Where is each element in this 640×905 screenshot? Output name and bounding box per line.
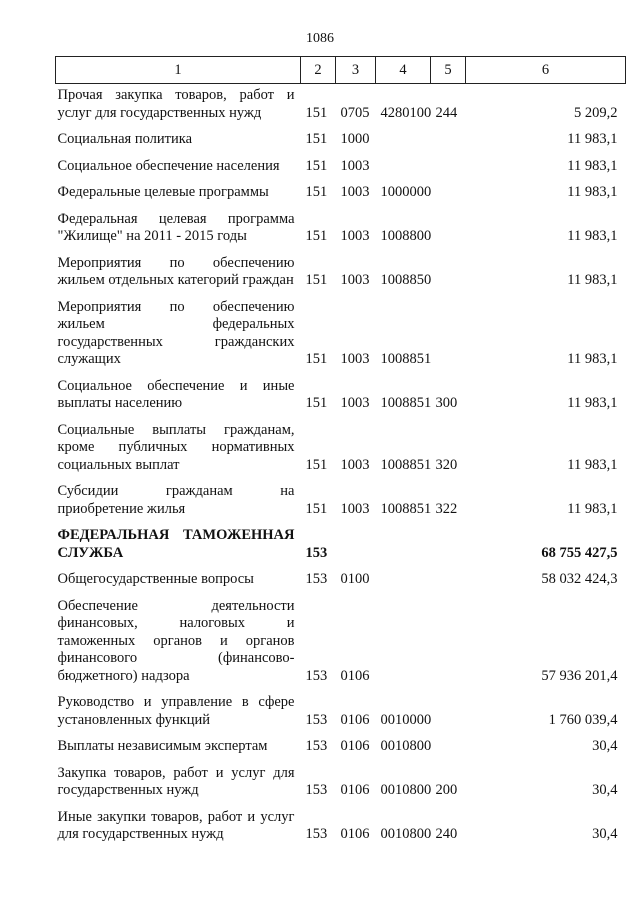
row-section-cell: 0705: [340, 104, 370, 121]
row-section-cell: [336, 521, 376, 565]
row-article-cell: 1008800: [380, 228, 432, 244]
table-row: [56, 565, 626, 592]
row-code-cell: 153: [305, 826, 328, 842]
row-expense-type-cell: [431, 732, 466, 759]
row-expense-type-cell: [431, 521, 466, 565]
row-expense-type-cell: 322: [435, 500, 458, 517]
row-article-cell: [376, 565, 431, 592]
page-number: 1086: [306, 31, 334, 46]
row-code-cell: 153: [305, 571, 328, 587]
row-code-cell: 153: [305, 738, 328, 754]
row-article-cell: [376, 125, 431, 152]
table-row: [56, 84, 626, 126]
row-amount-cell: 68 755 427,5: [541, 544, 618, 561]
row-amount-cell: 11 983,1: [567, 228, 618, 244]
row-expense-type-cell: [431, 249, 466, 293]
budget-table: [55, 56, 626, 847]
row-code-cell: 151: [305, 351, 328, 367]
row-section-cell: 1003: [340, 272, 370, 288]
row-section-cell: 1003: [340, 351, 370, 367]
row-section-cell: 1003: [340, 228, 370, 244]
row-code-cell: 151: [305, 500, 328, 517]
header-col-2: 2: [301, 57, 336, 84]
row-article-cell: 4280100: [380, 104, 432, 121]
row-section-cell: 0106: [340, 782, 370, 798]
table-row: [56, 125, 626, 152]
row-article-cell: [376, 521, 431, 565]
table-row: [56, 372, 626, 416]
row-code-cell: 153: [305, 782, 328, 798]
row-amount-cell: 57 936 201,4: [541, 667, 618, 684]
table-row: [56, 205, 626, 249]
row-code-cell: 151: [305, 456, 328, 473]
row-code-cell: 151: [305, 184, 328, 200]
row-code-cell: 151: [305, 157, 328, 174]
row-article-cell: 1008851: [380, 456, 432, 473]
row-amount-cell: 1 760 039,4: [548, 711, 618, 728]
table-row: [56, 592, 626, 689]
row-expense-type-cell: [431, 178, 466, 205]
row-amount-cell: 11 983,1: [567, 456, 618, 473]
header-col-5: 5: [431, 57, 466, 84]
row-article-cell: 0010800: [380, 782, 432, 798]
table-row: [56, 803, 626, 847]
row-section-cell: 1003: [340, 157, 370, 174]
row-name-cell: Субсидии гражданам на приобретение жилья: [57, 483, 295, 517]
table-row: [56, 521, 626, 565]
row-name-cell: Социальное обеспечение и иные выплаты населению: [57, 377, 295, 411]
header-col-1: 1: [56, 57, 301, 84]
row-amount-cell: 58 032 424,3: [541, 571, 618, 587]
row-section-cell: 1003: [340, 500, 370, 517]
row-article-cell: 0010800: [380, 738, 432, 754]
table-row: [56, 293, 626, 372]
row-article-cell: 1008851: [380, 351, 432, 367]
row-expense-type-cell: 300: [435, 395, 458, 411]
table-row: [56, 416, 626, 478]
row-expense-type-cell: 240: [435, 826, 458, 842]
row-amount-cell: 30,4: [592, 738, 618, 754]
row-expense-type-cell: [431, 688, 466, 732]
row-section-cell: 1003: [340, 395, 370, 411]
header-col-4: 4: [376, 57, 431, 84]
row-article-cell: 1000000: [380, 184, 432, 200]
table-row: [56, 477, 626, 521]
table-row: [56, 688, 626, 732]
row-amount-cell: 11 983,1: [567, 184, 618, 200]
row-section-cell: 0106: [340, 667, 370, 684]
row-section-cell: 0106: [340, 826, 370, 842]
row-article-cell: 1008851: [380, 395, 432, 411]
row-name-cell: Социальная политика: [57, 131, 193, 147]
row-name-cell: Общегосударственные вопросы: [57, 571, 254, 587]
header-col-6: 6: [466, 57, 626, 84]
row-code-cell: 151: [305, 131, 328, 147]
row-expense-type-cell: [431, 125, 466, 152]
table-row: [56, 249, 626, 293]
row-section-cell: 1003: [340, 456, 370, 473]
row-article-cell: 1008850: [380, 272, 432, 288]
row-name-cell: ФЕДЕРАЛЬНАЯ ТАМОЖЕННАЯ СЛУЖБА: [57, 527, 295, 561]
row-article-cell: 1008851: [380, 500, 432, 517]
row-code-cell: 151: [305, 395, 328, 411]
row-expense-type-cell: [431, 592, 466, 689]
table-row: [56, 178, 626, 205]
row-name-cell: Социальное обеспечение населения: [57, 157, 280, 174]
table-row: [56, 152, 626, 179]
row-name-cell: Прочая закупка товаров, работ и услуг для государственных нужд: [57, 87, 295, 121]
row-expense-type-cell: [431, 565, 466, 592]
row-name-cell: Федеральная целевая программа "Жилище" на 2011 - 2015 годы: [57, 210, 295, 244]
row-code-cell: 151: [305, 104, 328, 121]
row-code-cell: 153: [305, 667, 328, 684]
row-amount-cell: 11 983,1: [567, 272, 618, 288]
row-article-cell: [376, 592, 431, 689]
row-amount-cell: 11 983,1: [567, 395, 618, 411]
table-row: [56, 759, 626, 803]
row-section-cell: 0106: [340, 738, 370, 754]
row-expense-type-cell: [431, 152, 466, 179]
table-row: [56, 732, 626, 759]
row-amount-cell: 11 983,1: [567, 157, 618, 174]
header-row: [56, 57, 626, 84]
row-name-cell: Закупка товаров, работ и услуг для государственных нужд: [57, 764, 295, 798]
row-article-cell: [376, 152, 431, 179]
row-section-cell: 0100: [340, 571, 370, 587]
row-code-cell: 153: [305, 544, 328, 561]
row-name-cell: Иные закупки товаров, работ и услуг для государственных нужд: [57, 808, 295, 842]
row-code-cell: 153: [305, 711, 328, 728]
row-code-cell: 151: [305, 228, 328, 244]
row-name-cell: Руководство и управление в сфере установленных функций: [57, 694, 295, 728]
row-code-cell: 151: [305, 272, 328, 288]
row-name-cell: Обеспечение деятельности финансовых, налоговых и таможенных органов и органов финансового (финансово-бюджетного) надзора: [57, 597, 295, 684]
row-expense-type-cell: [431, 205, 466, 249]
row-amount-cell: 11 983,1: [567, 500, 618, 517]
row-section-cell: 0106: [340, 711, 370, 728]
row-amount-cell: 5 209,2: [574, 104, 618, 121]
row-name-cell: Мероприятия по обеспечению жильем отдельных категорий граждан: [57, 254, 295, 288]
row-section-cell: 1003: [340, 184, 370, 200]
row-expense-type-cell: 244: [435, 104, 458, 121]
row-expense-type-cell: 320: [435, 456, 458, 473]
row-article-cell: 0010000: [380, 711, 432, 728]
row-amount-cell: 30,4: [592, 826, 618, 842]
row-article-cell: 0010800: [380, 826, 432, 842]
row-name-cell: Выплаты независимым экспертам: [57, 738, 268, 754]
row-amount-cell: 30,4: [592, 782, 618, 798]
row-section-cell: 1000: [340, 131, 370, 147]
header-col-3: 3: [336, 57, 376, 84]
row-expense-type-cell: 200: [435, 782, 458, 798]
table-body: [56, 84, 626, 847]
row-amount-cell: 11 983,1: [567, 131, 618, 147]
row-amount-cell: 11 983,1: [567, 351, 618, 367]
row-name-cell: Мероприятия по обеспечению жильем федеральных государственных гражданских служащих: [57, 298, 295, 367]
row-name-cell: Федеральные целевые программы: [57, 184, 269, 200]
row-expense-type-cell: [431, 293, 466, 372]
row-name-cell: Социальные выплаты гражданам, кроме публичных нормативных социальных выплат: [57, 421, 295, 473]
